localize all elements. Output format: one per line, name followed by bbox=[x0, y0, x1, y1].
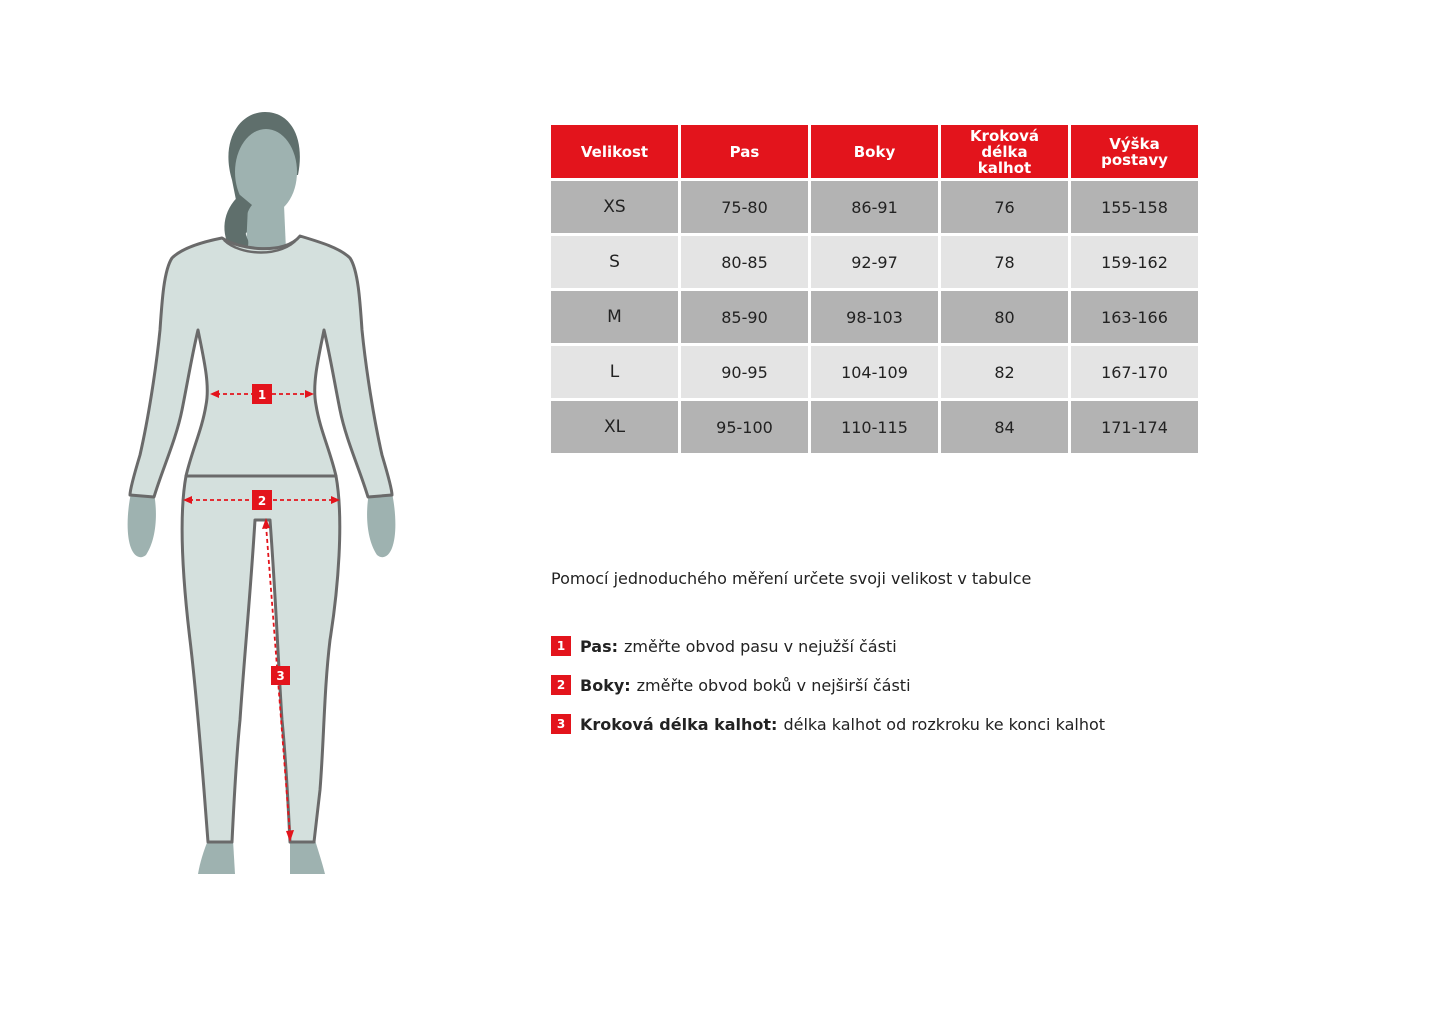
female-figure-illustration bbox=[100, 100, 430, 890]
cell-height: 159-162 bbox=[1071, 236, 1198, 288]
legend-desc: změřte obvod pasu v nejužší části bbox=[624, 636, 897, 656]
cell-waist: 75-80 bbox=[681, 181, 808, 233]
shirt-shape bbox=[130, 236, 392, 497]
cell-hips: 98-103 bbox=[811, 291, 938, 343]
marker-2-label: 2 bbox=[257, 494, 267, 508]
cell-height: 155-158 bbox=[1071, 181, 1198, 233]
table-row bbox=[551, 346, 1198, 398]
right-hand-shape bbox=[367, 493, 395, 557]
header-inseam bbox=[941, 125, 1068, 178]
cell-height: 163-166 bbox=[1071, 291, 1198, 343]
cell-inseam: 76 bbox=[941, 181, 1068, 233]
legend-badge-1: 1 bbox=[551, 636, 571, 656]
cell-size: L bbox=[551, 346, 678, 398]
neck-shape bbox=[246, 205, 286, 250]
legend-badge-2: 2 bbox=[551, 675, 571, 695]
marker-1-label: 1 bbox=[257, 388, 267, 402]
cell-inseam: 82 bbox=[941, 346, 1068, 398]
cell-inseam: 84 bbox=[941, 401, 1068, 453]
header-hips: Boky bbox=[811, 125, 938, 178]
header-height bbox=[1071, 125, 1198, 178]
cell-hips: 104-109 bbox=[811, 346, 938, 398]
cell-waist: 85-90 bbox=[681, 291, 808, 343]
cell-size: XL bbox=[551, 401, 678, 453]
leggings-shape bbox=[182, 476, 340, 842]
cell-hips: 92-97 bbox=[811, 236, 938, 288]
legend-badge-3: 3 bbox=[551, 714, 571, 734]
legend-desc: délka kalhot od rozkroku ke konci kalhot bbox=[783, 714, 1106, 734]
cell-inseam: 78 bbox=[941, 236, 1068, 288]
header-size: Velikost bbox=[551, 125, 678, 178]
legend-item-hips bbox=[551, 675, 911, 695]
legend-term: Pas: bbox=[580, 636, 619, 656]
left-hand-shape bbox=[128, 493, 156, 557]
header-inseam-label: Kroková délka kalhot bbox=[969, 126, 1040, 177]
legend-item-waist bbox=[551, 636, 897, 656]
marker-3-label: 3 bbox=[276, 669, 285, 683]
intro-text: Pomocí jednoduchého měření určete svoji velikost v tabulce bbox=[551, 569, 1032, 588]
header-waist: Pas bbox=[681, 125, 808, 178]
table-row bbox=[551, 181, 1198, 233]
table-header-row bbox=[551, 125, 1198, 178]
cell-waist: 80-85 bbox=[681, 236, 808, 288]
cell-height: 167-170 bbox=[1071, 346, 1198, 398]
right-foot-shape bbox=[290, 840, 325, 874]
left-foot-shape bbox=[198, 840, 235, 874]
table-row bbox=[551, 401, 1198, 453]
size-chart-table bbox=[548, 122, 1201, 456]
table-row bbox=[551, 236, 1198, 288]
legend-term: Kroková délka kalhot: bbox=[580, 714, 778, 734]
cell-hips: 110-115 bbox=[811, 401, 938, 453]
table-row bbox=[551, 291, 1198, 343]
cell-waist: 90-95 bbox=[681, 346, 808, 398]
legend-term: Boky: bbox=[580, 675, 631, 695]
legend-desc: změřte obvod boků v nejširší části bbox=[636, 675, 911, 695]
cell-size: S bbox=[551, 236, 678, 288]
cell-height: 171-174 bbox=[1071, 401, 1198, 453]
cell-size: M bbox=[551, 291, 678, 343]
cell-hips: 86-91 bbox=[811, 181, 938, 233]
cell-size: XS bbox=[551, 181, 678, 233]
cell-inseam: 80 bbox=[941, 291, 1068, 343]
legend-item-inseam bbox=[551, 714, 1105, 734]
cell-waist: 95-100 bbox=[681, 401, 808, 453]
header-height-label: Výška postavy bbox=[1101, 134, 1168, 169]
